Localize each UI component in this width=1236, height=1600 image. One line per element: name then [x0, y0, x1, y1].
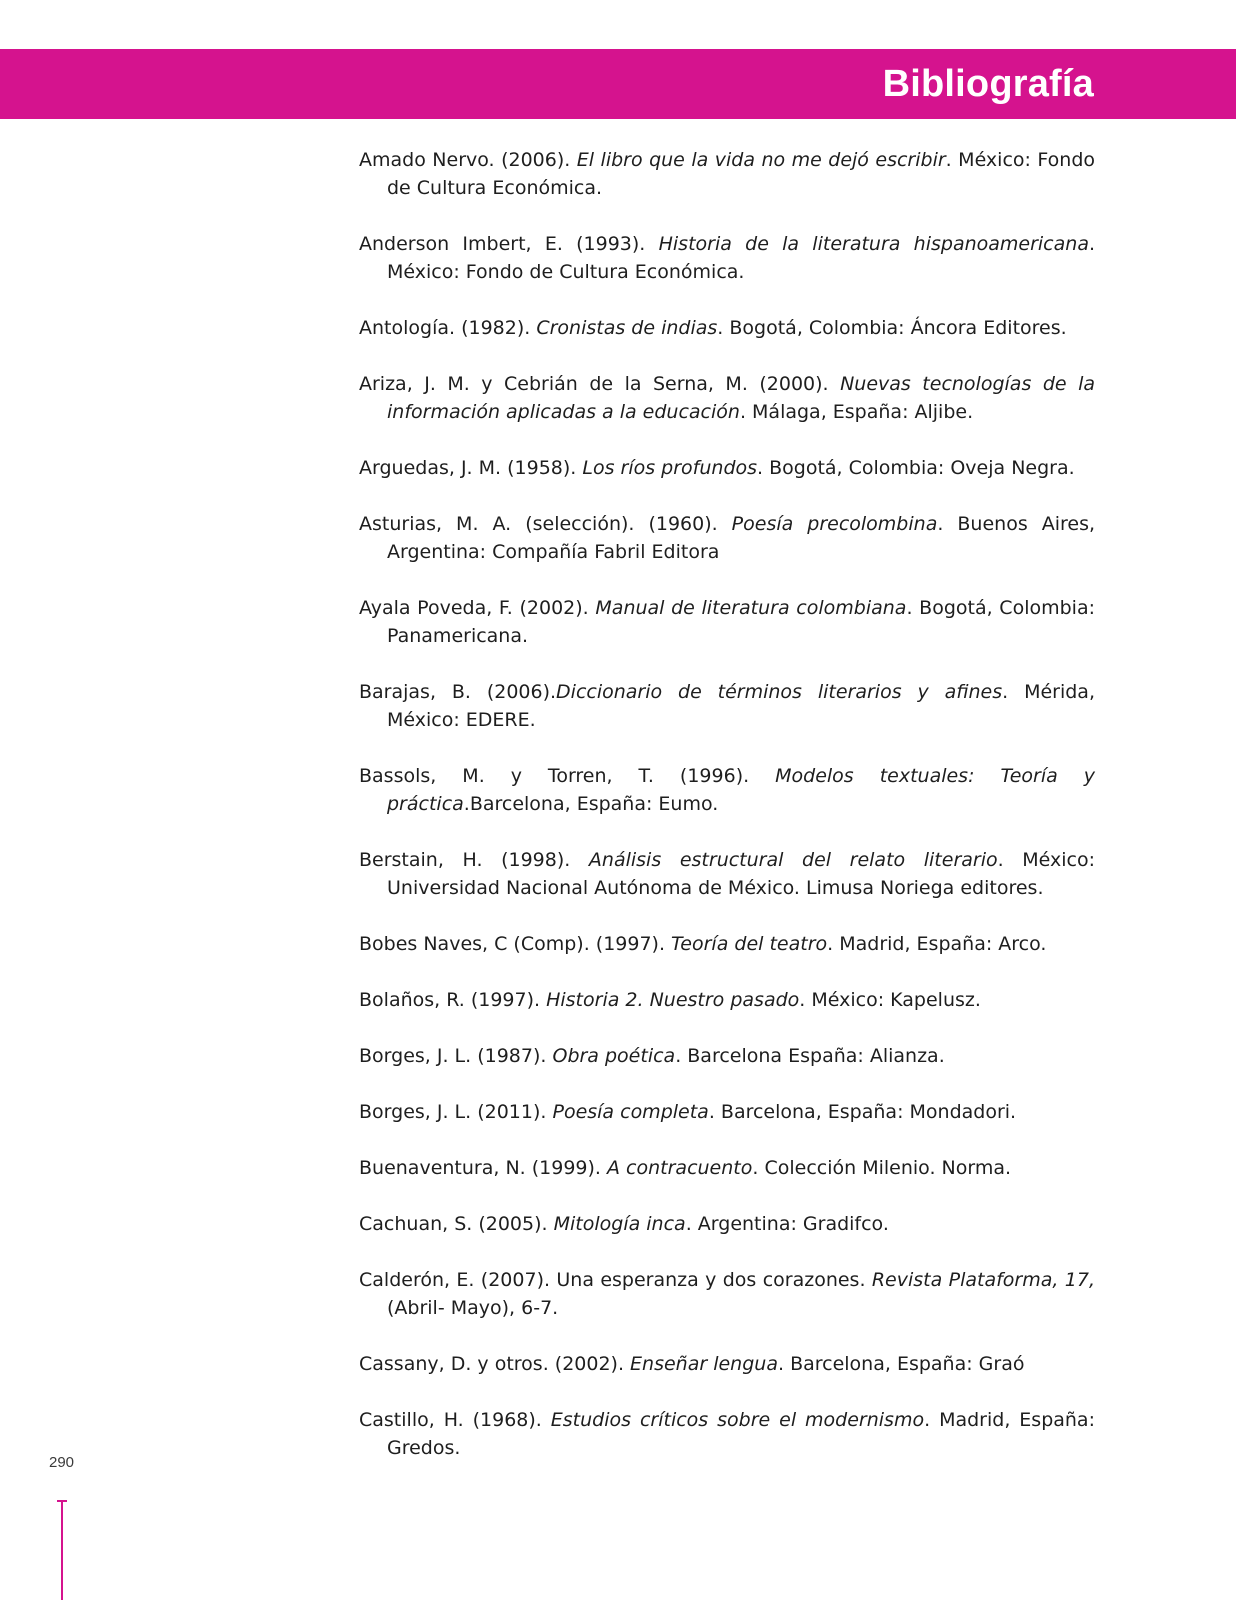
entry-author-year: Asturias, M. A. (selección). (1960).: [359, 513, 732, 535]
entry-publisher: . Barcelona España: Alianza.: [675, 1045, 945, 1067]
entry-title: Historia de la literatura hispanoamericana: [658, 233, 1089, 255]
entry-publisher: . México: Fondo de Cultura Económica.: [387, 149, 1096, 199]
entry-title: Mitología inca: [553, 1213, 686, 1235]
entry-author-year: Borges, J. L. (2011).: [359, 1101, 553, 1123]
entry-title: Revista Plataforma, 17,: [871, 1269, 1095, 1291]
entry-title: Los ríos profundos: [582, 457, 758, 479]
entry-author-year: Castillo, H. (1968).: [359, 1409, 551, 1431]
entry-title: Análisis estructural del relato literario: [588, 849, 998, 871]
entry-author-year: Cachuan, S. (2005).: [359, 1213, 554, 1235]
entry-publisher: . México: Kapelusz.: [799, 989, 981, 1011]
entry-publisher: . Bogotá, Colombia: Áncora Editores.: [717, 317, 1067, 339]
page-title: Bibliografía: [882, 63, 1094, 105]
entry-publisher: . Buenos Aires, Argentina: Compañía Fabril Editora: [387, 513, 1096, 563]
page-margin-rule: [61, 1500, 63, 1600]
bibliography-list: [359, 146, 1095, 1490]
entry-publisher: . Argentina: Gradifco.: [685, 1213, 889, 1235]
entry-author-year: Bolaños, R. (1997).: [359, 989, 547, 1011]
entry-author-year: Calderón, E. (2007). Una esperanza y dos corazones.: [359, 1269, 872, 1291]
header-bar: [0, 49, 1236, 119]
bibliography-entry: [359, 370, 1095, 426]
entry-title: Diccionario de términos literarios y afines: [556, 681, 1003, 703]
bibliography-entry: [359, 1042, 1095, 1070]
entry-publisher: . Madrid, España: Gredos.: [387, 1409, 1095, 1459]
entry-title: A contracuento: [607, 1157, 753, 1179]
entry-author-year: Ayala Poveda, F. (2002).: [359, 597, 596, 619]
bibliography-entry: [359, 314, 1095, 342]
entry-author-year: Berstain, H. (1998).: [359, 849, 589, 871]
entry-publisher: (Abril- Mayo), 6-7.: [387, 1297, 559, 1319]
entry-title: Poesía completa: [552, 1101, 709, 1123]
bibliography-entry: [359, 510, 1095, 566]
bibliography-entry: [359, 146, 1095, 202]
bibliography-entry: [359, 762, 1095, 818]
bibliography-entry: [359, 846, 1095, 902]
entry-author-year: Amado Nervo. (2006).: [359, 149, 577, 171]
entry-author-year: Borges, J. L. (1987).: [359, 1045, 553, 1067]
bibliography-entry: [359, 1406, 1095, 1462]
entry-author-year: Buenaventura, N. (1999).: [359, 1157, 608, 1179]
entry-publisher: . Barcelona, España: Graó: [777, 1353, 1025, 1375]
entry-title: Modelos textuales: Teoría y práctica: [387, 765, 1095, 815]
bibliography-entry: [359, 1266, 1095, 1322]
entry-author-year: Antología. (1982).: [359, 317, 537, 339]
bibliography-entry: [359, 678, 1095, 734]
entry-author-year: Bobes Naves, C (Comp). (1997).: [359, 933, 672, 955]
page-number: 290: [49, 1454, 75, 1471]
entry-title: El libro que la vida no me dejó escribir: [576, 149, 946, 171]
entry-title: Estudios críticos sobre el modernismo: [550, 1409, 925, 1431]
bibliography-entry: [359, 1350, 1095, 1378]
entry-title: Nuevas tecnologías de la información aplicadas a la educación: [387, 373, 1095, 423]
entry-author-year: Arguedas, J. M. (1958).: [359, 457, 583, 479]
entry-title: Obra poética: [552, 1045, 676, 1067]
bibliography-entry: [359, 454, 1095, 482]
entry-title: Teoría del teatro: [671, 933, 828, 955]
entry-title: Cronistas de indias: [536, 317, 718, 339]
entry-title: Enseñar lengua: [630, 1353, 778, 1375]
entry-title: Poesía precolombina: [731, 513, 938, 535]
entry-publisher: . Barcelona, España: Mondadori.: [708, 1101, 1017, 1123]
entry-publisher: . México: Universidad Nacional Autónoma de México. Limusa Noriega editores.: [387, 849, 1096, 899]
entry-publisher: . Málaga, España: Aljibe.: [739, 401, 974, 423]
bibliography-entry: [359, 986, 1095, 1014]
entry-publisher: . Bogotá, Colombia: Panamericana.: [387, 597, 1095, 647]
entry-author-year: Anderson Imbert, E. (1993).: [359, 233, 659, 255]
entry-title: Historia 2. Nuestro pasado: [546, 989, 800, 1011]
entry-author-year: Ariza, J. M. y Cebrián de la Serna, M. (2000).: [359, 373, 841, 395]
entry-author-year: Bassols, M. y Torren, T. (1996).: [359, 765, 776, 787]
bibliography-entry: [359, 594, 1095, 650]
entry-title: Manual de literatura colombiana: [595, 597, 907, 619]
bibliography-entry: [359, 230, 1095, 286]
entry-author-year: Cassany, D. y otros. (2002).: [359, 1353, 631, 1375]
bibliography-entry: [359, 1098, 1095, 1126]
entry-publisher: . Madrid, España: Arco.: [827, 933, 1047, 955]
entry-publisher: . Colección Milenio. Norma.: [752, 1157, 1012, 1179]
entry-publisher: . Bogotá, Colombia: Oveja Negra.: [757, 457, 1075, 479]
bibliography-entry: [359, 1210, 1095, 1238]
entry-publisher: .Barcelona, España: Eumo.: [463, 793, 719, 815]
bibliography-entry: [359, 930, 1095, 958]
bibliography-entry: [359, 1154, 1095, 1182]
entry-author-year: Barajas, B. (2006).: [359, 681, 557, 703]
entry-publisher: . Mérida, México: EDERE.: [387, 681, 1095, 731]
entry-publisher: . México: Fondo de Cultura Económica.: [387, 233, 1096, 283]
